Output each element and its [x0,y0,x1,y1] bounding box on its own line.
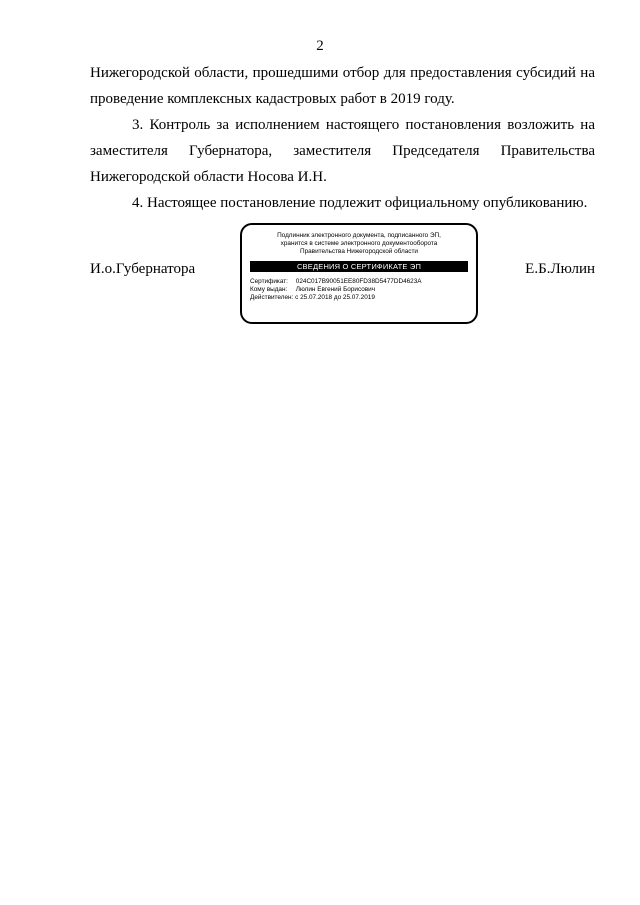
stamp-header [242,232,476,256]
issued-to-row [250,286,468,294]
signatory-name: Е.Б.Люлин [525,261,595,277]
page-number: 2 [316,38,324,54]
electronic-signature-stamp [240,223,478,324]
issued-to-value: Люлин Евгений Борисович [295,286,376,293]
paragraph-item-4: 4. Настоящее постановление подлежит официальному опубликованию. [132,195,588,211]
signatory-position: И.о.Губернатора [90,261,196,277]
paragraph-continuation: Нижегородской области, прошедшими отбор для предоставления субсидий на проведение комплексных кадастровых работ в 2019 году. [90,65,595,107]
stamp-header-line: хранится в системе электронного документооборота [280,240,438,247]
stamp-header-line: Правительства Нижегородской области [299,248,419,255]
certificate-label: Сертификат: [250,278,288,285]
issued-to-label: Кому выдан: [250,286,288,293]
certificate-value: 024C017B90051EE80FD38D5477DD4623A [295,278,422,285]
certificate-row [250,278,468,286]
document-body [90,60,595,216]
paragraph-item-3: 3. Контроль за исполнением настоящего постановления возложить на заместителя Губернатора, заместителя Председателя Правительства Нижегородской области Носова И.Н. [90,117,595,185]
stamp-details [250,278,468,302]
validity-value: с 25.07.2018 до 25.07.2019 [295,294,375,301]
validity-row [250,294,468,302]
stamp-header-line: Подлинник электронного документа, подписанного ЭП, [277,232,441,239]
stamp-title-bar: СВЕДЕНИЯ О СЕРТИФИКАТЕ ЭП [250,261,468,272]
validity-label: Действителен: [250,294,294,301]
